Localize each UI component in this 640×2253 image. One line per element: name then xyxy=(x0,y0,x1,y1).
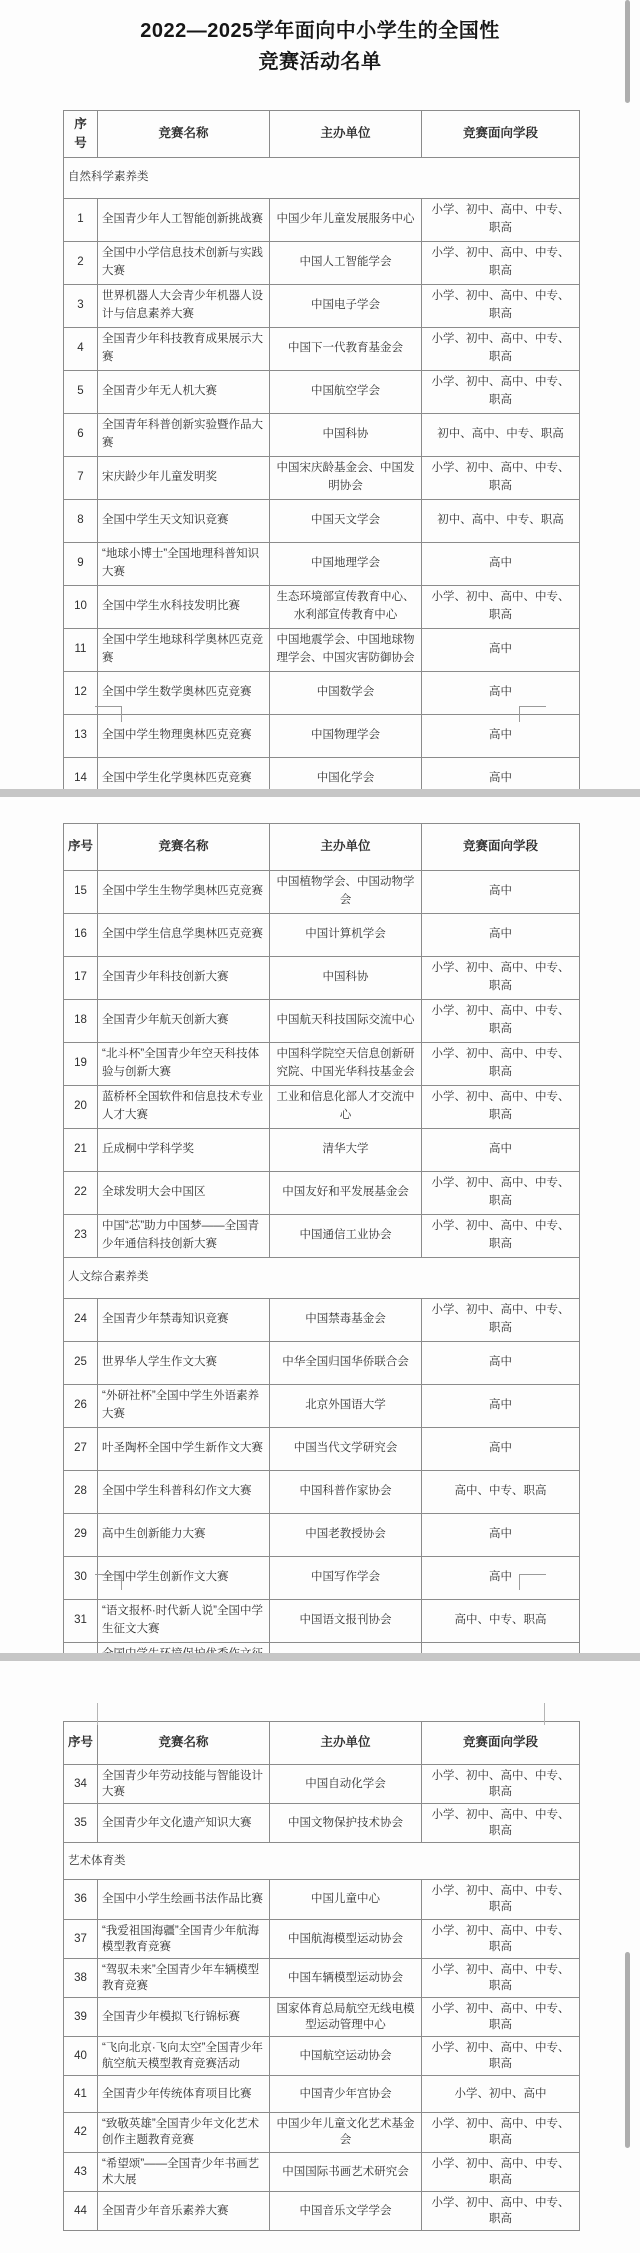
cell-org: 中国写作学会 xyxy=(270,1557,422,1600)
cell-name: 全国中学生物理奥林匹克竞赛 xyxy=(98,715,270,758)
cell-no: 9 xyxy=(64,543,98,586)
cell-no: 22 xyxy=(64,1172,98,1215)
cell-org: 中国自动化学会 xyxy=(270,1765,422,1804)
cell-no: 37 xyxy=(64,1919,98,1958)
page-separator xyxy=(0,1653,640,1661)
cell-stage: 小学、初中、高中、中专、职高 xyxy=(422,457,580,500)
table-row xyxy=(64,672,580,715)
table-row xyxy=(64,1804,580,1843)
cell-stage: 高中 xyxy=(422,871,580,914)
cell-no: 15 xyxy=(64,871,98,914)
scrollbar-thumb[interactable] xyxy=(625,0,630,103)
column-header-name: 竞赛名称 xyxy=(98,824,270,871)
competition-table-page1 xyxy=(63,110,580,801)
table-row xyxy=(64,2191,580,2230)
cell-no: 6 xyxy=(64,414,98,457)
table-row xyxy=(64,914,580,957)
cell-stage: 小学、初中、高中、中专、职高 xyxy=(422,2113,580,2152)
cell-name: “飞向北京·飞向太空”全国青少年航空航天模型教育竞赛活动 xyxy=(98,2037,270,2076)
cell-no: 34 xyxy=(64,1765,98,1804)
cell-stage: 小学、初中、高中、中专、职高 xyxy=(422,2152,580,2191)
cell-name: 全国青少年音乐素养大赛 xyxy=(98,2191,270,2230)
cell-name: 世界华人学生作文大赛 xyxy=(98,1342,270,1385)
cell-name: 高中生创新能力大赛 xyxy=(98,1514,270,1557)
table-row xyxy=(64,1129,580,1172)
table-header-row xyxy=(64,111,580,158)
cell-name: 全国青少年文化遗产知识大赛 xyxy=(98,1804,270,1843)
cell-no: 3 xyxy=(64,285,98,328)
cell-name: 全国中小学信息技术创新与实践大赛 xyxy=(98,242,270,285)
cell-name: 蓝桥杯全国软件和信息技术专业人才大赛 xyxy=(98,1086,270,1129)
cell-stage: 小学、初中、高中、中专、职高 xyxy=(422,2037,580,2076)
cell-org: 中国音乐文学学会 xyxy=(270,2191,422,2230)
cell-name: 丘成桐中学科学奖 xyxy=(98,1129,270,1172)
table-row xyxy=(64,328,580,371)
cell-stage: 小学、初中、高中、中专、职高 xyxy=(422,1000,580,1043)
cell-name: 中国“芯”助力中国梦——全国青少年通信科技创新大赛 xyxy=(98,1215,270,1258)
cell-stage: 小学、初中、高中、中专、职高 xyxy=(422,1804,580,1843)
cell-no: 26 xyxy=(64,1385,98,1428)
category-row xyxy=(64,1843,580,1880)
table-row xyxy=(64,1342,580,1385)
cell-stage: 小学、初中、高中、中专、职高 xyxy=(422,1172,580,1215)
cell-name: 宋庆龄少年儿童发明奖 xyxy=(98,457,270,500)
table-row xyxy=(64,1172,580,1215)
column-header-no: 序号 xyxy=(64,824,98,871)
table-header-row xyxy=(64,1722,580,1765)
cell-org: 中国物理学会 xyxy=(270,715,422,758)
cell-no: 5 xyxy=(64,371,98,414)
column-header-org: 主办单位 xyxy=(270,824,422,871)
cell-name: 全国青少年科技教育成果展示大赛 xyxy=(98,328,270,371)
cell-org: 中国地震学会、中国地球物理学会、中国灾害防御协会 xyxy=(270,629,422,672)
table-row xyxy=(64,1958,580,1997)
cell-name: 全国青少年劳动技能与智能设计大赛 xyxy=(98,1765,270,1804)
cell-name: “地球小博士”全国地理科普知识大赛 xyxy=(98,543,270,586)
cell-name: 全国中小学生绘画书法作品比赛 xyxy=(98,1880,270,1919)
column-header-no: 序号 xyxy=(64,111,98,158)
table-row xyxy=(64,500,580,543)
table-row xyxy=(64,715,580,758)
cell-stage: 小学、初中、高中、中专、职高 xyxy=(422,1299,580,1342)
cell-no: 21 xyxy=(64,1129,98,1172)
cell-org: 中国当代文学研究会 xyxy=(270,1428,422,1471)
cell-stage: 小学、初中、高中 xyxy=(422,2076,580,2113)
cell-org: 中国天文学会 xyxy=(270,500,422,543)
cell-name: “外研社杯”全国中学生外语素养大赛 xyxy=(98,1385,270,1428)
cell-org: 中国友好和平发展基金会 xyxy=(270,1172,422,1215)
cell-org: 中国航空学会 xyxy=(270,371,422,414)
document-page-2 xyxy=(0,797,640,1653)
cell-org: 中国植物学会、中国动物学会 xyxy=(270,871,422,914)
cell-stage: 高中 xyxy=(422,1385,580,1428)
table-row xyxy=(64,586,580,629)
cell-name: 全国青少年科技创新大赛 xyxy=(98,957,270,1000)
table-row xyxy=(64,1919,580,1958)
cell-org: 北京外国语大学 xyxy=(270,1385,422,1428)
cell-name: 全国青少年无人机大赛 xyxy=(98,371,270,414)
competition-table-page2 xyxy=(63,823,580,1729)
cell-stage: 小学、初中、高中、中专、职高 xyxy=(422,1958,580,1997)
cell-stage: 高中、中专、职高 xyxy=(422,1600,580,1643)
table-row xyxy=(64,1514,580,1557)
cell-no: 10 xyxy=(64,586,98,629)
cell-no: 43 xyxy=(64,2152,98,2191)
column-header-stage: 竞赛面向学段 xyxy=(422,111,580,158)
table-row xyxy=(64,371,580,414)
cell-org: 中国下一代教育基金会 xyxy=(270,328,422,371)
page-corner-mark xyxy=(544,1703,545,1725)
table-header-row xyxy=(64,824,580,871)
cell-stage: 高中 xyxy=(422,715,580,758)
table-row xyxy=(64,957,580,1000)
cell-name: 全国中学生创新作文大赛 xyxy=(98,1557,270,1600)
cell-org: 中国航空运动协会 xyxy=(270,2037,422,2076)
cell-stage: 小学、初中、高中、中专、职高 xyxy=(422,1086,580,1129)
page-title-line2: 竞赛活动名单 xyxy=(258,51,382,73)
cell-name: “希望颂”——全国青少年书画艺术大展 xyxy=(98,2152,270,2191)
table-row xyxy=(64,1428,580,1471)
category-row xyxy=(64,1258,580,1299)
table-row xyxy=(64,199,580,242)
cell-org: 中国儿童中心 xyxy=(270,1880,422,1919)
cell-no: 39 xyxy=(64,1997,98,2036)
table-row xyxy=(64,1043,580,1086)
cell-name: 全国中学生天文知识竞赛 xyxy=(98,500,270,543)
cell-name: “语文报杯·时代新人说”全国中学生征文大赛 xyxy=(98,1600,270,1643)
cell-stage: 高中 xyxy=(422,758,580,801)
cell-org: 中国老教授协会 xyxy=(270,1514,422,1557)
cell-org: 中国国际书画艺术研究会 xyxy=(270,2152,422,2191)
cell-name: 全球发明大会中国区 xyxy=(98,1172,270,1215)
document-page-1 xyxy=(0,0,640,789)
cell-no: 2 xyxy=(64,242,98,285)
cell-name: “北斗杯”全国青少年空天科技体验与创新大赛 xyxy=(98,1043,270,1086)
cell-stage: 高中 xyxy=(422,1557,580,1600)
cell-name: 全国中学生数学奥林匹克竞赛 xyxy=(98,672,270,715)
cell-stage: 小学、初中、高中、中专、职高 xyxy=(422,1043,580,1086)
table-row xyxy=(64,543,580,586)
column-header-stage: 竞赛面向学段 xyxy=(422,1722,580,1765)
table-row xyxy=(64,1765,580,1804)
table-row xyxy=(64,871,580,914)
cell-no: 19 xyxy=(64,1043,98,1086)
table-row xyxy=(64,629,580,672)
cell-org: 中国宋庆龄基金会、中国发明协会 xyxy=(270,457,422,500)
column-header-org: 主办单位 xyxy=(270,1722,422,1765)
cell-stage: 高中、中专、职高 xyxy=(422,1471,580,1514)
cell-org: 中国文物保护技术协会 xyxy=(270,1804,422,1843)
cell-org: 中国青少年宫协会 xyxy=(270,2076,422,2113)
cell-name: “驾驭未来”全国青少年车辆模型教育竞赛 xyxy=(98,1958,270,1997)
cell-no: 16 xyxy=(64,914,98,957)
column-header-org: 主办单位 xyxy=(270,111,422,158)
cell-name: 全国青少年人工智能创新挑战赛 xyxy=(98,199,270,242)
cell-no: 7 xyxy=(64,457,98,500)
category-label: 人文综合素养类 xyxy=(64,1258,580,1299)
cell-org: 中国科普作家协会 xyxy=(270,1471,422,1514)
cell-org: 中国航天科技国际交流中心 xyxy=(270,1000,422,1043)
competition-table-page3 xyxy=(63,1721,580,2231)
category-label: 艺术体育类 xyxy=(64,1843,580,1880)
cell-org: 中国语文报刊协会 xyxy=(270,1600,422,1643)
page-corner-mark xyxy=(519,706,546,722)
cell-org: 中国通信工业协会 xyxy=(270,1215,422,1258)
cell-no: 23 xyxy=(64,1215,98,1258)
cell-no: 28 xyxy=(64,1471,98,1514)
cell-org: 中国科协 xyxy=(270,957,422,1000)
cell-org: 清华大学 xyxy=(270,1129,422,1172)
cell-no: 27 xyxy=(64,1428,98,1471)
cell-stage: 高中 xyxy=(422,1428,580,1471)
column-header-stage: 竞赛面向学段 xyxy=(422,824,580,871)
cell-org: 中国科协 xyxy=(270,414,422,457)
table-row xyxy=(64,1600,580,1643)
cell-no: 30 xyxy=(64,1557,98,1600)
cell-org: 中国地理学会 xyxy=(270,543,422,586)
cell-no: 1 xyxy=(64,199,98,242)
table-row xyxy=(64,1086,580,1129)
table-row xyxy=(64,457,580,500)
cell-stage: 初中、高中、中专、职高 xyxy=(422,414,580,457)
scrollbar-thumb[interactable] xyxy=(625,1952,630,2148)
cell-no: 38 xyxy=(64,1958,98,1997)
cell-org: 中国数学会 xyxy=(270,672,422,715)
cell-name: 全国中学生信息学奥林匹克竞赛 xyxy=(98,914,270,957)
cell-org: 中国禁毒基金会 xyxy=(270,1299,422,1342)
cell-no: 8 xyxy=(64,500,98,543)
cell-name: “我爱祖国海疆”全国青少年航海模型教育竞赛 xyxy=(98,1919,270,1958)
cell-stage: 小学、初中、高中、中专、职高 xyxy=(422,328,580,371)
cell-no: 17 xyxy=(64,957,98,1000)
cell-stage: 小学、初中、高中、中专、职高 xyxy=(422,1765,580,1804)
cell-stage: 小学、初中、高中、中专、职高 xyxy=(422,2191,580,2230)
table-row xyxy=(64,2076,580,2113)
cell-stage: 小学、初中、高中、中专、职高 xyxy=(422,957,580,1000)
cell-no: 41 xyxy=(64,2076,98,2113)
table-row xyxy=(64,285,580,328)
table-row xyxy=(64,1471,580,1514)
table-row xyxy=(64,2037,580,2076)
cell-stage: 小学、初中、高中、中专、职高 xyxy=(422,1880,580,1919)
column-header-no: 序号 xyxy=(64,1722,98,1765)
category-label: 自然科学素养类 xyxy=(64,158,580,199)
cell-org: 工业和信息化部人才交流中心 xyxy=(270,1086,422,1129)
table-row xyxy=(64,2152,580,2191)
cell-name: “致敬英雄”全国青少年文化艺术创作主题教育竞赛 xyxy=(98,2113,270,2152)
cell-name: 叶圣陶杯全国中学生新作文大赛 xyxy=(98,1428,270,1471)
cell-name: 全国青少年传统体育项目比赛 xyxy=(98,2076,270,2113)
table-row xyxy=(64,1880,580,1919)
cell-name: 全国中学生生物学奥林匹克竞赛 xyxy=(98,871,270,914)
table-row xyxy=(64,1557,580,1600)
cell-no: 29 xyxy=(64,1514,98,1557)
cell-name: 全国中学生科普科幻作文大赛 xyxy=(98,1471,270,1514)
cell-name: 全国青少年禁毒知识竞赛 xyxy=(98,1299,270,1342)
cell-no: 25 xyxy=(64,1342,98,1385)
category-row xyxy=(64,158,580,199)
cell-stage: 高中 xyxy=(422,629,580,672)
cell-no: 35 xyxy=(64,1804,98,1843)
cell-stage: 小学、初中、高中、中专、职高 xyxy=(422,1997,580,2036)
cell-stage: 高中 xyxy=(422,543,580,586)
table-row xyxy=(64,242,580,285)
cell-org: 中国化学会 xyxy=(270,758,422,801)
cell-no: 40 xyxy=(64,2037,98,2076)
cell-name: 全国中学生化学奥林匹克竞赛 xyxy=(98,758,270,801)
column-header-name: 竞赛名称 xyxy=(98,111,270,158)
cell-stage: 小学、初中、高中、中专、职高 xyxy=(422,586,580,629)
cell-stage: 初中、高中、中专、职高 xyxy=(422,500,580,543)
cell-no: 31 xyxy=(64,1600,98,1643)
page-title xyxy=(40,16,600,78)
cell-stage: 高中 xyxy=(422,672,580,715)
page-corner-mark xyxy=(97,1703,98,1725)
cell-stage: 小学、初中、高中、中专、职高 xyxy=(422,199,580,242)
cell-no: 13 xyxy=(64,715,98,758)
cell-org: 生态环境部宣传教育中心、水利部宣传教育中心 xyxy=(270,586,422,629)
cell-org: 中国电子学会 xyxy=(270,285,422,328)
cell-name: 全国中学生水科技发明比赛 xyxy=(98,586,270,629)
column-header-name: 竞赛名称 xyxy=(98,1722,270,1765)
cell-stage: 高中 xyxy=(422,1129,580,1172)
cell-org: 中国科学院空天信息创新研究院、中国光华科技基金会 xyxy=(270,1043,422,1086)
cell-no: 12 xyxy=(64,672,98,715)
cell-name: 全国青少年模拟飞行锦标赛 xyxy=(98,1997,270,2036)
cell-no: 42 xyxy=(64,2113,98,2152)
table-row xyxy=(64,1215,580,1258)
page-corner-mark xyxy=(95,706,122,722)
cell-stage: 小学、初中、高中、中专、职高 xyxy=(422,371,580,414)
cell-stage: 小学、初中、高中、中专、职高 xyxy=(422,1919,580,1958)
cell-no: 18 xyxy=(64,1000,98,1043)
cell-stage: 高中 xyxy=(422,1514,580,1557)
page-corner-mark xyxy=(519,1574,546,1590)
cell-org: 中国车辆模型运动协会 xyxy=(270,1958,422,1997)
cell-name: 全国青年科普创新实验暨作品大赛 xyxy=(98,414,270,457)
table-row xyxy=(64,1997,580,2036)
cell-no: 24 xyxy=(64,1299,98,1342)
cell-no: 20 xyxy=(64,1086,98,1129)
cell-org: 中国少年儿童文化艺术基金会 xyxy=(270,2113,422,2152)
cell-stage: 小学、初中、高中、中专、职高 xyxy=(422,242,580,285)
cell-no: 11 xyxy=(64,629,98,672)
cell-stage: 高中 xyxy=(422,1342,580,1385)
table-row xyxy=(64,1000,580,1043)
cell-name: 世界机器人大会青少年机器人设计与信息素养大赛 xyxy=(98,285,270,328)
cell-no: 44 xyxy=(64,2191,98,2230)
cell-stage: 高中 xyxy=(422,914,580,957)
cell-no: 14 xyxy=(64,758,98,801)
cell-name: 全国中学生地球科学奥林匹克竞赛 xyxy=(98,629,270,672)
cell-stage: 小学、初中、高中、中专、职高 xyxy=(422,1215,580,1258)
table-row xyxy=(64,2113,580,2152)
table-row xyxy=(64,1385,580,1428)
document-page-3 xyxy=(0,1661,640,2253)
table-row xyxy=(64,1299,580,1342)
cell-org: 中国人工智能学会 xyxy=(270,242,422,285)
cell-name: 全国青少年航天创新大赛 xyxy=(98,1000,270,1043)
cell-stage: 小学、初中、高中、中专、职高 xyxy=(422,285,580,328)
page-corner-mark xyxy=(95,1574,122,1590)
cell-org: 中国计算机学会 xyxy=(270,914,422,957)
cell-org: 国家体育总局航空无线电模型运动管理中心 xyxy=(270,1997,422,2036)
cell-no: 36 xyxy=(64,1880,98,1919)
page-title-line1: 2022—2025学年面向中小学生的全国性 xyxy=(140,20,500,42)
cell-org: 中国航海模型运动协会 xyxy=(270,1919,422,1958)
table-row xyxy=(64,414,580,457)
cell-org: 中国少年儿童发展服务中心 xyxy=(270,199,422,242)
cell-no: 4 xyxy=(64,328,98,371)
page-separator xyxy=(0,789,640,797)
cell-org: 中华全国归国华侨联合会 xyxy=(270,1342,422,1385)
